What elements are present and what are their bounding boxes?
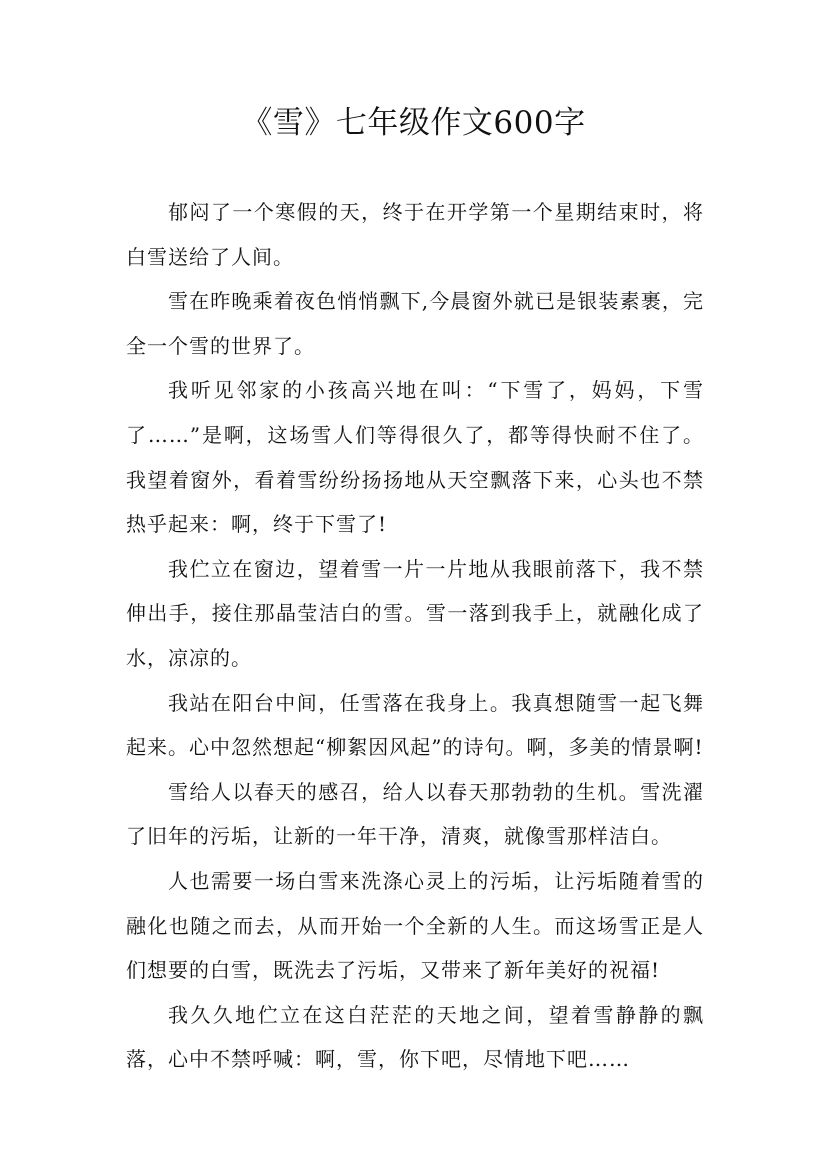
document-body <box>126 190 704 1082</box>
paragraph: 我站在阳台中间，任雪落在我身上。我真想随雪一起飞舞起来。心中忽然想起“柳絮因风起”的诗句。啊，多美的情景啊! <box>126 690 704 760</box>
paragraph: 我久久地伫立在这白茫茫的天地之间，望着雪静静的飘落，心中不禁呼喊：啊，雪，你下吧，尽情地下吧…… <box>126 1002 704 1072</box>
paragraph: 人也需要一场白雪来洗涤心灵上的污垢，让污垢随着雪的融化也随之而去，从而开始一个全新的人生。而这场雪正是人们想要的白雪，既洗去了污垢，又带来了新年美好的祝福! <box>126 868 704 983</box>
paragraph: 我伫立在窗边，望着雪一片一片地从我眼前落下，我不禁伸出手，接住那晶莹洁白的雪。雪一落到我手上，就融化成了水，凉凉的。 <box>126 556 704 670</box>
paragraph: 雪给人以春天的感召，给人以春天那勃勃的生机。雪洗濯了旧年的污垢，让新的一年干净，清爽，就像雪那样洁白。 <box>126 779 704 849</box>
paragraph: 郁闷了一个寒假的天，终于在开学第一个星期结束时，将白雪送给了人间。 <box>126 200 704 269</box>
paragraph: 雪在昨晚乘着夜色悄悄飘下,今晨窗外就已是银装素裹，完全一个雪的世界了。 <box>126 289 704 358</box>
document-title: 《雪》七年级作文600字 <box>241 105 586 141</box>
paragraph: 我听见邻家的小孩高兴地在叫：“下雪了，妈妈，下雪了……”是啊，这场雪人们等得很久了，都等得快耐不住了。我望着窗外，看着雪纷纷扬扬地从天空飘落下来，心头也不禁热乎起来：啊，终于下雪了! <box>126 378 704 537</box>
